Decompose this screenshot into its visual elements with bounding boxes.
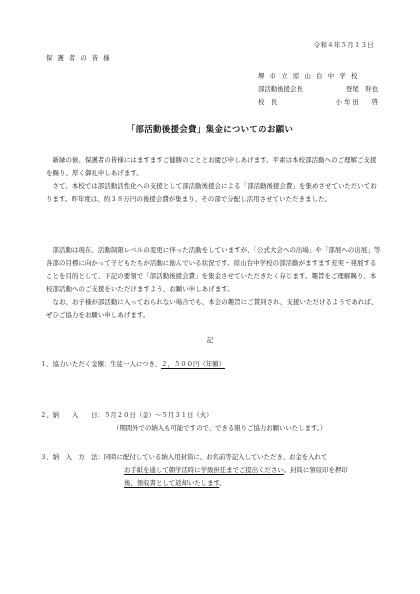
association-name: 登尾 幹也 bbox=[346, 85, 378, 93]
item-date-note: （期間外での納入も可能ですので、できる限りご協力お願いいたします。） bbox=[113, 424, 327, 432]
item-date: ２、納 入 日：５月２０日（金）～５月３１日（火） bbox=[40, 411, 213, 419]
item-method-line3 bbox=[124, 480, 226, 486]
paragraph-greeting bbox=[46, 154, 382, 206]
item-method-line3-rest: 。 bbox=[219, 479, 226, 487]
item-method-line2-underlined: お手紙を通して朝学活時に学級担任までご提出ください bbox=[124, 466, 284, 474]
principal-title: 校 長 bbox=[258, 98, 278, 106]
item-method-line2-rest: 。封筒に領収印を押印 bbox=[283, 466, 348, 474]
item-method-line3-underlined: 後、領収書として返却いたします bbox=[124, 479, 220, 487]
item-method: ３、納 入 方 法：同時に配付している納入用封筒に、お名前等記入していただき、お金を入れて bbox=[40, 453, 328, 461]
paragraph-request: 部活動は現在、活動制限レベルの変更に伴った活動をしていますが、「公式大会への出場」や「部展への出展」等各部の目標に向かって子どもたちが活動に励んでいる状況です。原山台中学校の部活動がますます充実・発展することを目的として、下記の要領で「部活動後援会費」を集金させていただきたく存じます。趣旨をご理解賜り、本校部活動へのご支援をいただけますよう、お願い申しあげます。 bbox=[46, 246, 381, 293]
item-method-line2 bbox=[124, 467, 348, 473]
sender-principal bbox=[258, 99, 378, 105]
principal-name: 小 牟 田 啓 bbox=[335, 98, 378, 106]
date: 令和４年５月１３日 bbox=[313, 41, 374, 49]
paragraph-note: なお、お子様が部活動に入っておられない場合でも、本会の趣旨にご賛同され、支援いただけるようであれば、ぜひご協力をお願い申しあげます。 bbox=[46, 298, 378, 319]
recipient: 保 護 者 の 皆 様 bbox=[46, 54, 112, 62]
document-title: 「部活動後援会費」集金についてのお願い bbox=[126, 124, 294, 134]
sender-association bbox=[258, 86, 378, 92]
sender-school: 堺 市 立 原 山 台 中 学 校 bbox=[258, 72, 359, 80]
item-amount bbox=[40, 361, 225, 367]
paragraph-background-text: さて、本校では部活動活性化への支援として部活動後援会による「部活動後援会費」を集めさせていただいております。昨年度は、約３８万円の後援会費が集まり、その部で分配し活用させていただきました。 bbox=[46, 182, 377, 203]
item-amount-value: ２，５００円（年額） bbox=[161, 360, 225, 368]
paragraph-greeting-text: 新緑の候、保護者の皆様にはますますご健勝のこととお慶び申しあげます。平素は本校部活動へのご理解ご支援を賜り、厚く御礼申しあげます。 bbox=[46, 156, 377, 177]
item-amount-label: １、協力いただく金額：生徒一人につき、 bbox=[40, 360, 162, 368]
ki-heading: 記 bbox=[206, 336, 214, 344]
association-title: 部活動後援会長 bbox=[258, 85, 303, 93]
